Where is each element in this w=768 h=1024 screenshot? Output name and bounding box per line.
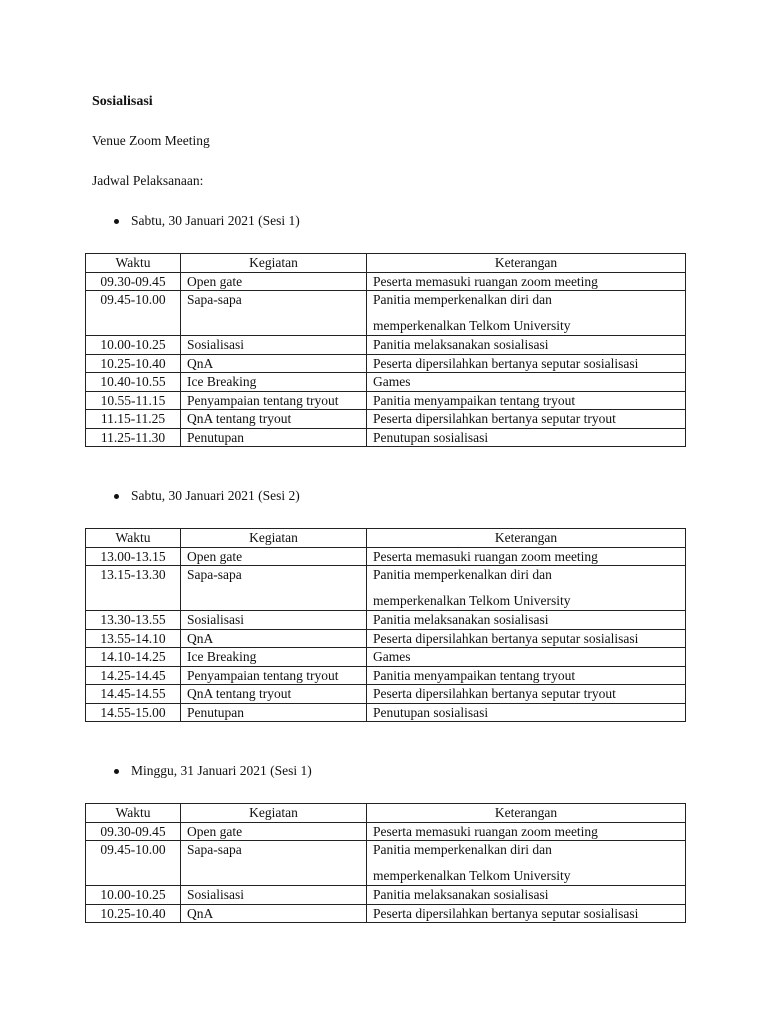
table-row [86, 428, 686, 447]
cell-note: Penutupan sosialisasi [367, 428, 686, 447]
cell-activity: Penutupan [181, 428, 367, 447]
cell-note-line1: Panitia memperkenalkan diri dan [373, 292, 552, 307]
cell-note-line2: memperkenalkan Telkom University [373, 318, 571, 333]
cell-note: Panitia menyampaikan tentang tryout [367, 391, 686, 410]
cell-note: Panitia melaksanakan sosialisasi [367, 336, 686, 355]
cell-note: Panitia menyampaikan tentang tryout [367, 666, 686, 685]
cell-note [367, 566, 686, 611]
cell-note: Peserta memasuki ruangan zoom meeting [367, 822, 686, 841]
cell-note: Peserta dipersilahkan bertanya seputar sosialisasi [367, 904, 686, 923]
session-heading-text: Sabtu, 30 Januari 2021 (Sesi 2) [131, 488, 300, 503]
table-row [86, 547, 686, 566]
table-row [86, 886, 686, 905]
cell-activity: Ice Breaking [181, 648, 367, 667]
cell-time: 14.25-14.45 [86, 666, 181, 685]
cell-activity: Ice Breaking [181, 373, 367, 392]
session-heading [114, 213, 300, 229]
cell-activity: QnA [181, 904, 367, 923]
header-note: Keterangan [367, 529, 686, 548]
cell-activity: Open gate [181, 822, 367, 841]
cell-activity: Sosialisasi [181, 336, 367, 355]
table-row [86, 841, 686, 886]
table-row [86, 904, 686, 923]
table-row [86, 410, 686, 429]
cell-note: Panitia melaksanakan sosialisasi [367, 886, 686, 905]
table-row [86, 822, 686, 841]
schedule-table [85, 253, 686, 447]
table-row [86, 336, 686, 355]
cell-activity: Open gate [181, 547, 367, 566]
header-note: Keterangan [367, 804, 686, 823]
table-header-row [86, 529, 686, 548]
header-activity: Kegiatan [181, 804, 367, 823]
cell-activity: QnA tentang tryout [181, 685, 367, 704]
session-heading [114, 763, 312, 779]
document-title: Sosialisasi [92, 94, 153, 109]
cell-note [367, 841, 686, 886]
session-heading-text: Sabtu, 30 Januari 2021 (Sesi 1) [131, 213, 300, 228]
table-row [86, 291, 686, 336]
cell-time: 13.55-14.10 [86, 629, 181, 648]
cell-note-line1: Panitia memperkenalkan diri dan [373, 842, 552, 857]
cell-activity: Sapa-sapa [181, 291, 367, 336]
table-row [86, 272, 686, 291]
cell-time: 14.55-15.00 [86, 703, 181, 722]
cell-time: 13.30-13.55 [86, 611, 181, 630]
schedule-table [85, 528, 686, 722]
cell-activity: Penutupan [181, 703, 367, 722]
cell-note: Peserta dipersilahkan bertanya seputar sosialisasi [367, 354, 686, 373]
cell-activity: QnA [181, 354, 367, 373]
cell-activity: Sapa-sapa [181, 566, 367, 611]
table-row [86, 611, 686, 630]
schedule-label: Jadwal Pelaksanaan: [92, 173, 204, 188]
cell-time: 13.00-13.15 [86, 547, 181, 566]
cell-time: 09.30-09.45 [86, 822, 181, 841]
bullet-icon [114, 769, 119, 774]
cell-activity: Penyampaian tentang tryout [181, 391, 367, 410]
header-activity: Kegiatan [181, 254, 367, 273]
table-header-row [86, 804, 686, 823]
header-activity: Kegiatan [181, 529, 367, 548]
cell-time: 13.15-13.30 [86, 566, 181, 611]
header-note: Keterangan [367, 254, 686, 273]
cell-note: Games [367, 648, 686, 667]
cell-note: Games [367, 373, 686, 392]
cell-note-line2: memperkenalkan Telkom University [373, 868, 571, 883]
cell-activity: Sosialisasi [181, 611, 367, 630]
cell-note: Peserta dipersilahkan bertanya seputar tryout [367, 410, 686, 429]
header-time: Waktu [86, 804, 181, 823]
table-row [86, 648, 686, 667]
header-time: Waktu [86, 254, 181, 273]
cell-time: 10.25-10.40 [86, 904, 181, 923]
cell-time: 09.45-10.00 [86, 841, 181, 886]
cell-note: Penutupan sosialisasi [367, 703, 686, 722]
table-row [86, 629, 686, 648]
table-row [86, 666, 686, 685]
table-row [86, 373, 686, 392]
cell-time: 11.25-11.30 [86, 428, 181, 447]
cell-note: Peserta dipersilahkan bertanya seputar sosialisasi [367, 629, 686, 648]
cell-note: Peserta dipersilahkan bertanya seputar tryout [367, 685, 686, 704]
table-row [86, 354, 686, 373]
session-heading-text: Minggu, 31 Januari 2021 (Sesi 1) [131, 763, 312, 778]
cell-time: 11.15-11.25 [86, 410, 181, 429]
cell-time: 09.45-10.00 [86, 291, 181, 336]
session-heading [114, 488, 300, 504]
cell-time: 14.45-14.55 [86, 685, 181, 704]
table-row [86, 566, 686, 611]
cell-note: Panitia melaksanakan sosialisasi [367, 611, 686, 630]
bullet-icon [114, 219, 119, 224]
cell-time: 09.30-09.45 [86, 272, 181, 291]
cell-time: 10.00-10.25 [86, 336, 181, 355]
schedule-table [85, 803, 686, 923]
cell-time: 10.25-10.40 [86, 354, 181, 373]
cell-activity: QnA tentang tryout [181, 410, 367, 429]
cell-activity: Open gate [181, 272, 367, 291]
cell-activity: Sapa-sapa [181, 841, 367, 886]
cell-time: 10.55-11.15 [86, 391, 181, 410]
cell-time: 10.40-10.55 [86, 373, 181, 392]
bullet-icon [114, 494, 119, 499]
table-row [86, 391, 686, 410]
cell-note-line2: memperkenalkan Telkom University [373, 593, 571, 608]
cell-note-line1: Panitia memperkenalkan diri dan [373, 567, 552, 582]
cell-time: 10.00-10.25 [86, 886, 181, 905]
table-row [86, 685, 686, 704]
table-row [86, 703, 686, 722]
cell-time: 14.10-14.25 [86, 648, 181, 667]
header-time: Waktu [86, 529, 181, 548]
cell-activity: Penyampaian tentang tryout [181, 666, 367, 685]
venue-line: Venue Zoom Meeting [92, 133, 210, 148]
cell-note [367, 291, 686, 336]
cell-activity: QnA [181, 629, 367, 648]
cell-note: Peserta memasuki ruangan zoom meeting [367, 547, 686, 566]
cell-note: Peserta memasuki ruangan zoom meeting [367, 272, 686, 291]
table-header-row [86, 254, 686, 273]
cell-activity: Sosialisasi [181, 886, 367, 905]
